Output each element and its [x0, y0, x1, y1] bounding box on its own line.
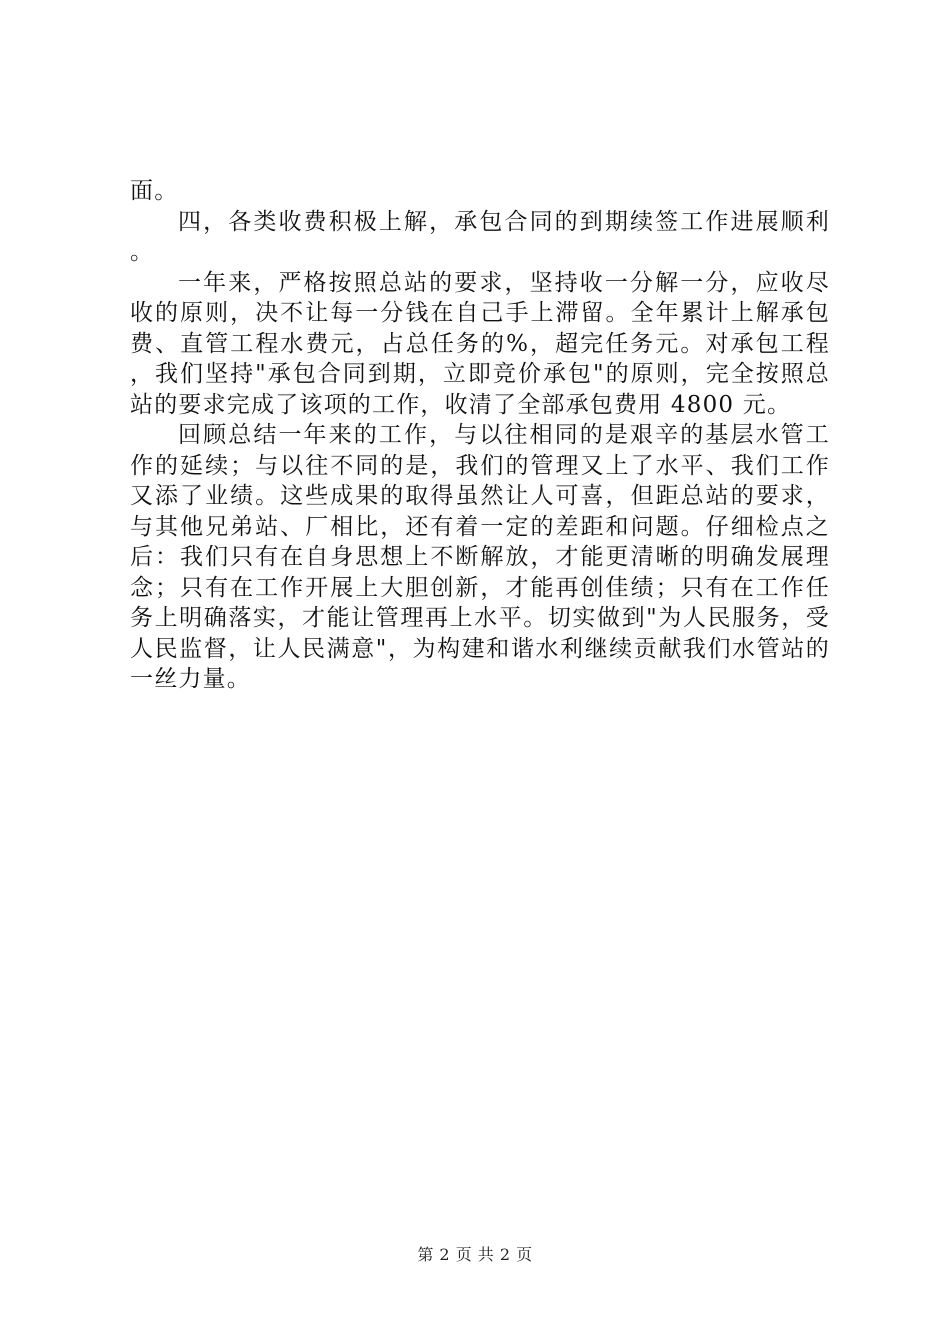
paragraph-summary: 回顾总结一年来的工作，与以往相同的是艰辛的基层水管工作的延续；与以往不同的是，我们的管理又上了水平、我们工作又添了业绩。这些成果的取得虽然让人可喜，但距总站的要求，与其他兄弟站、厂相比，还有着一定的差距和问题。仔细检点之后：我们只有在自身思想上不断解放，才能更清晰的明确发展理念；只有在工作开展上大胆创新，才能再创佳绩；只有在工作任务上明确落实，才能让管理再上水平。切实做到"为人民服务，受人民监督，让人民满意"，为构建和谐水利继续贡献我们水管站的一丝力量。	[130, 422, 830, 692]
paragraph-continuation: 面。	[130, 178, 179, 204]
paragraph-section-four-heading: 四，各类收费积极上解，承包合同的到期续签工作进展顺利。	[130, 208, 830, 265]
page-number-footer: 第 2 页 共 2 页	[417, 1245, 533, 1264]
document-body	[130, 176, 830, 695]
paragraph-fee-collection: 一年来，严格按照总站的要求，坚持收一分解一分，应收尽收的原则，决不让每一分钱在自己手上滞留。全年累计上解承包费、直管工程水费元，占总任务的%，超完任务元。对承包工程，我们坚持"承包合同到期，立即竞价承包"的原则，完全按照总站的要求完成了该项的工作，收清了全部承包费用 4800 元。	[130, 269, 830, 418]
